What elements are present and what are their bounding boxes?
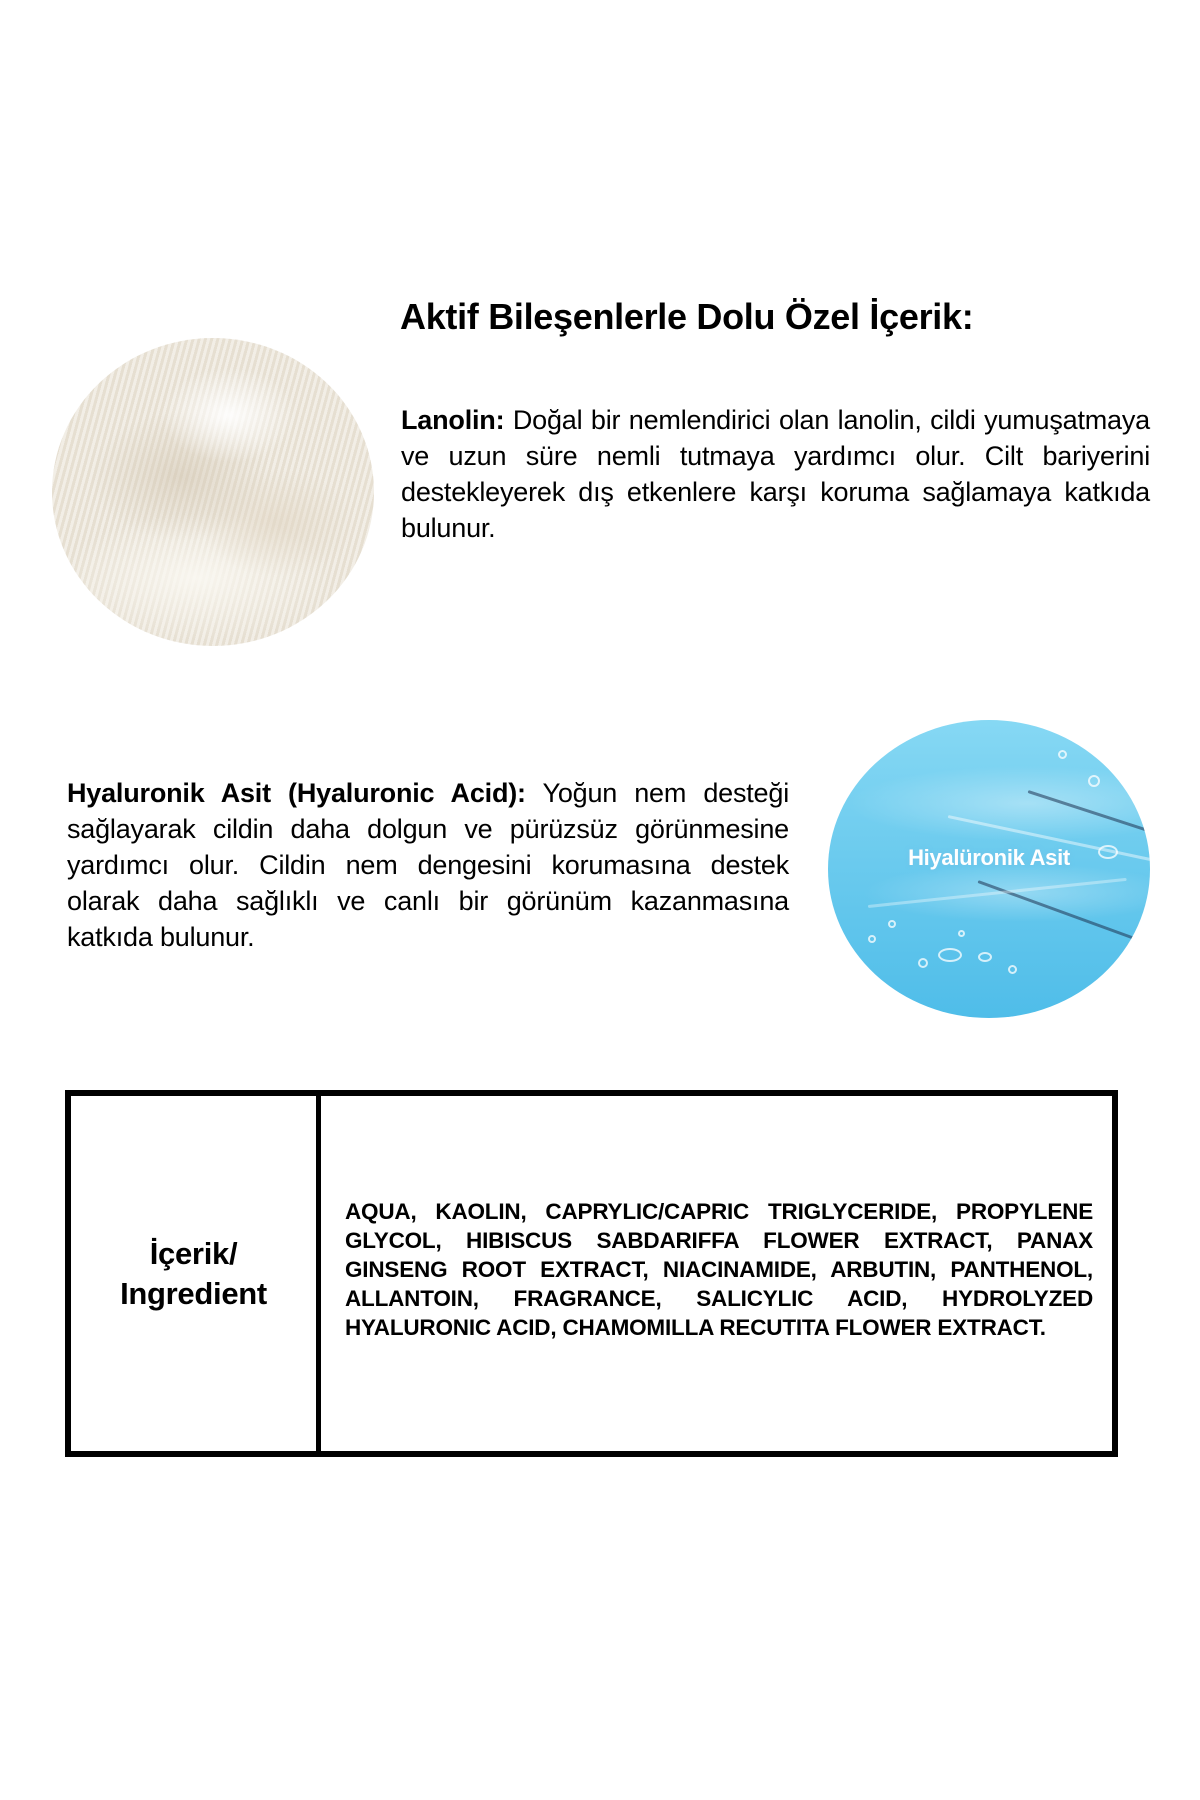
hyaluronic-image-label: Hiyalüronik Asit [908, 845, 1070, 870]
hyaluronic-heading: Hyaluronik Asit (Hyaluronic Acid): [67, 778, 526, 808]
ingredients-label-cell [71, 1096, 321, 1451]
lanolin-description [401, 402, 1150, 546]
ingredients-list: AQUA, KAOLIN, CAPRYLIC/CAPRIC TRIGLYCERIDE, PROPYLENE GLYCOL, HIBISCUS SABDARIFFA FLOWER EXTRACT, PANAX GINSENG ROOT EXTRACT, NIACINAMIDE, ARBUTIN, PANTHENOL, ALLANTOIN, FRAGRANCE, SALICYLIC ACID, HYDROLYZED HYALURONIC ACID, CHAMOMILLA RECUTITA FLOWER EXTRACT. [345, 1199, 1093, 1340]
page-title: Aktif Bileşenlerle Dolu Özel İçerik: [400, 296, 974, 338]
lanolin-body: Doğal bir nemlendirici olan lanolin, cildi yumuşatmaya ve uzun süre nemli tutmaya yardımcı olur. Cilt bariyerini destekleyerek dış etkenlere karşı koruma sağlamaya katkıda bulunur. [401, 405, 1150, 543]
ingredients-table [65, 1090, 1118, 1457]
lanolin-wool-image [52, 338, 374, 646]
hyaluronic-gel-image [828, 720, 1150, 1018]
lanolin-heading: Lanolin: [401, 405, 505, 435]
hyaluronic-description [67, 775, 789, 955]
hyaluronic-body: Yoğun nem desteği sağlayarak cildin daha dolgun ve pürüzsüz görünmesine yardımcı olur. Cildin nem dengesini korumasına destek olarak daha sağlıklı ve canlı bir görünüm kazanmasına katkıda bulunur. [67, 778, 789, 952]
ingredients-label-tr: İçerik/ [149, 1235, 238, 1271]
ingredients-list-cell [321, 1096, 1112, 1451]
ingredients-label-en: Ingredient [120, 1275, 267, 1311]
